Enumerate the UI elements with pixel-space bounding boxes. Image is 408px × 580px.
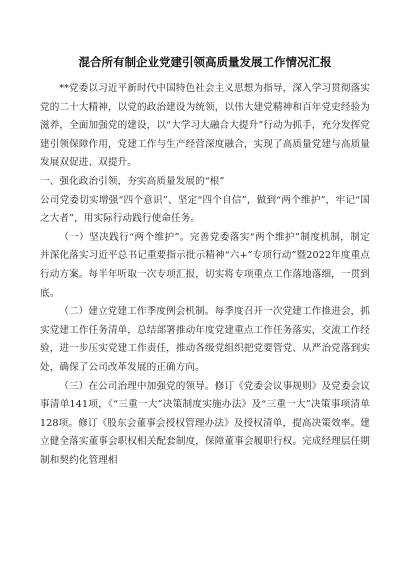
paragraph-intro: **党委以习近平新时代中国特色社会主义思想为指导，深入学习贯彻落实党的二十大精神，以党的政治建设为统领，以伟大建党精神和百年党史经验为滋养，全面加强党的建设，以“大学习大融合大提升”行动为抓手，充分发挥党建引领保障作用，党建工作与生产经营深度融合，实现了高质量党建与高质量发展双促进、双提升。 [40,83,370,169]
document-title: 混合所有制企业党建引领高质量发展工作情况汇报 [78,55,332,69]
paragraph-item-2: （二）建立党建工作季度例会机制。每季度召开一次党建工作推进会，抓实党建工作任务清单，总结部署推动年度党建重点工作任务落实，交流工作经验，进一步压实党建工作责任，推动各级党组织把党要管党、从严治党落到实处，确保了公司改革发展的正确方向。 [40,306,370,373]
section-heading-1: 一、强化政治引领，夯实高质量发展的“根” [40,175,225,187]
paragraph-item-1: （一）坚决践行“两个维护”。完善党委落实“两个维护”制度机制，制定并深化落实习近平总书记重要指示批示精神“六+”专项行动”暨2022年度重点行动方案。每半年听取一次专项汇报，切实将专项重点工作落地落细，一贯到底。 [40,231,370,299]
paragraph-item-3: （三）在公司治理中加强党的领导。修订《党委会议事规则》及党委会议事清单141项，《“三重一大”决策制度实施办法》及“三重一大”决策事项清单128项。修订《股东会董事会授权管理办法》及授权清单，提高决策效率。建立健全落实董事会职权相关配套制度，保障董事会履职行权。完成经理层任期制和契约化管理相 [40,380,370,466]
paragraph-section-1: 公司党委切实增强“四个意识”、坚定“四个自信”，做到“两个维护”，牢记“国之大者”，用实际行动践行使命任务。 [40,194,370,225]
